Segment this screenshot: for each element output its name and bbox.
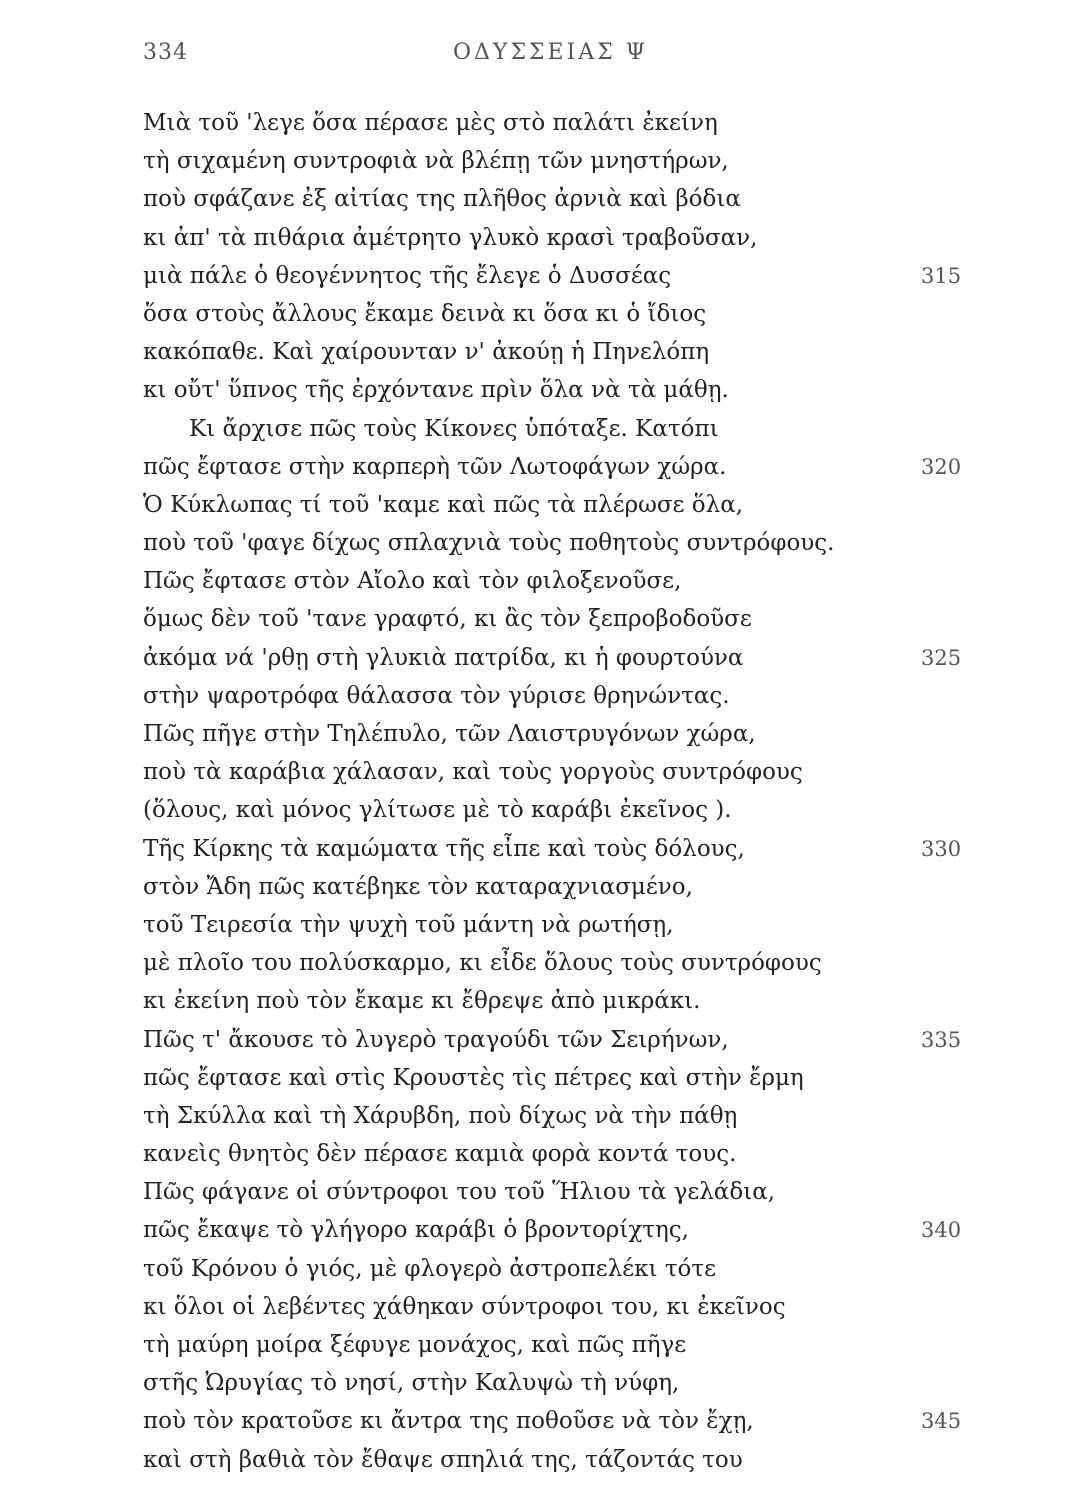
verse-line (143, 1097, 1003, 1135)
verse-line (143, 830, 1003, 868)
verse-text: κι ἀπ' τὰ πιθάρια ἀμέτρητο γλυκὸ κρασὶ τραβοῦσαν, (143, 224, 758, 251)
verse-line (143, 1173, 1003, 1211)
verse-text: στὸν Ἄδη πῶς κατέβηκε τὸν καταραχνιασμένο, (143, 873, 693, 900)
verse-line (143, 944, 1003, 982)
verse-text: ποὺ τὸν κρατοῦσε κι ἄντρα της ποθοῦσε νὰ τὸν ἔχῃ, (143, 1408, 754, 1435)
verse-text: Πῶς ἔφτασε στὸν Αἴολο καὶ τὸν φιλοξενοῦσε, (143, 568, 682, 595)
verse-line (143, 982, 1003, 1020)
verse-line (143, 1250, 1003, 1288)
verse-line (143, 486, 1003, 524)
verse-line (143, 677, 1003, 715)
verse-text: ὅσα στοὺς ἄλλους ἔκαμε δεινὰ κι ὅσα κι ὁ ἴδιος (143, 300, 707, 327)
verse-line (143, 295, 1003, 333)
verse-text: (ὅλους, καὶ μόνος γλίτωσε μὲ τὸ καράβι ἐκεῖνος ). (143, 797, 732, 824)
verse-line (143, 448, 1003, 486)
line-number: 315 (921, 263, 962, 288)
line-number: 330 (921, 836, 962, 861)
verse-text: τοῦ Τειρεσία τὴν ψυχὴ τοῦ μάντη νὰ ρωτήσῃ, (143, 911, 674, 938)
verse-text: πῶς ἔφτασε στὴν καρπερὴ τῶν Λωτοφάγων χώρα. (143, 453, 727, 480)
verse-line (143, 715, 1003, 753)
poem-text (143, 104, 1003, 1479)
line-number: 325 (921, 645, 962, 670)
verse-text: Μιὰ τοῦ 'λεγε ὅσα πέρασε μὲς στὸ παλάτι ἐκείνη (143, 110, 718, 136)
verse-line (143, 639, 1003, 677)
verse-text: ποὺ σφάζανε ἐξ αἰτίας της πλῆθος ἀρνιὰ καὶ βόδια (143, 186, 741, 213)
verse-line (143, 1021, 1003, 1059)
verse-text: Πῶς πῆγε στὴν Τηλέπυλο, τῶν Λαιστρυγόνων χώρα, (143, 721, 756, 747)
verse-line (143, 524, 1003, 562)
verse-line (143, 562, 1003, 600)
line-number: 345 (921, 1409, 962, 1434)
verse-line (143, 180, 1003, 218)
verse-text: κι οὔτ' ὕπνος τῆς ἐρχόντανε πρὶν ὅλα νὰ τὰ μάθῃ. (143, 377, 729, 404)
verse-text: μὲ πλοῖο του πολύσκαρμο, κι εἶδε ὅλους τοὺς συντρόφους (143, 950, 822, 977)
verse-text: ποὺ τοῦ 'φαγε δίχως σπλαχνιὰ τοὺς ποθητοὺς συντρόφους. (143, 530, 835, 557)
verse-text: τὴ Σκύλλα καὶ τὴ Χάρυβδη, ποὺ δίχως νὰ τὴν πάθῃ (143, 1102, 738, 1129)
verse-line (143, 410, 1003, 448)
verse-text: Ὁ Κύκλωπας τί τοῦ 'καμε καὶ πῶς τὰ πλέρωσε ὅλα, (143, 491, 744, 518)
verse-text: μιὰ πάλε ὁ θεογέννητος τῆς ἔλεγε ὁ Δυσσέας (143, 262, 672, 289)
verse-text: Κι ἄρχισε πῶς τοὺς Κίκονες ὑπόταξε. Κατόπι (189, 415, 719, 442)
verse-line (143, 753, 1003, 791)
verse-text: τοῦ Κρόνου ὁ γιός, μὲ φλογερὸ ἀστροπελέκι τότε (143, 1255, 717, 1282)
verse-line (143, 1135, 1003, 1173)
line-number: 335 (921, 1027, 962, 1052)
verse-text: στῆς Ὠρυγίας τὸ νησί, στὴν Καλυψὼ τὴ νύφη, (143, 1370, 680, 1397)
verse-text: καὶ στὴ βαθιὰ τὸν ἔθαψε σπηλιά της, τάζοντάς του (143, 1446, 743, 1473)
verse-text: ποὺ τὰ καράβια χάλασαν, καὶ τοὺς γοργοὺς συντρόφους (143, 759, 803, 786)
verse-line (143, 333, 1003, 371)
verse-text: πῶς ἔφτασε καὶ στὶς Κρουστὲς τὶς πέτρες καὶ στὴν ἔρμη (143, 1064, 804, 1091)
line-number: 320 (921, 454, 962, 479)
verse-line (143, 1326, 1003, 1364)
page-number: 334 (143, 40, 188, 65)
verse-text: τὴ μαύρη μοίρα ξέφυγε μονάχος, καὶ πῶς πῆγε (143, 1332, 687, 1358)
verse-line (143, 371, 1003, 409)
verse-text: Τῆς Κίρκης τὰ καμώματα τῆς εἶπε καὶ τοὺς δόλους, (143, 835, 745, 862)
verse-text: στὴν ψαροτρόφα θάλασσα τὸν γύρισε θρηνώντας. (143, 682, 730, 709)
verse-line (143, 1211, 1003, 1249)
verse-text: Πῶς φάγανε οἱ σύντροφοι του τοῦ Ἥλιου τὰ γελάδια, (143, 1179, 776, 1206)
running-head: ΟΔΥΣΣΕΙΑΣ Ψ (453, 40, 649, 65)
verse-text: κι ὅλοι οἱ λεβέντες χάθηκαν σύντροφοι του, κι ἐκεῖνος (143, 1293, 786, 1320)
verse-line (143, 791, 1003, 829)
verse-line (143, 1288, 1003, 1326)
verse-line (143, 1402, 1003, 1440)
verse-line (143, 868, 1003, 906)
verse-line (143, 1059, 1003, 1097)
verse-text: πῶς ἔκαψε τὸ γλήγορο καράβι ὁ βροντορίχτης, (143, 1217, 689, 1244)
verse-line (143, 142, 1003, 180)
verse-text: κανεὶς θνητὸς δὲν πέρασε καμιὰ φορὰ κοντά τους. (143, 1141, 737, 1168)
verse-text: ἀκόμα νά 'ρθῃ στὴ γλυκιὰ πατρίδα, κι ἡ φουρτούνα (143, 644, 744, 671)
verse-line (143, 257, 1003, 295)
verse-line (143, 906, 1003, 944)
verse-line (143, 600, 1003, 638)
verse-text: Πῶς τ' ἄκουσε τὸ λυγερὸ τραγούδι τῶν Σειρήνων, (143, 1026, 729, 1053)
verse-text: ὅμως δὲν τοῦ 'τανε γραφτό, κι ἂς τὸν ξεπροβοδοῦσε (143, 606, 752, 633)
verse-text: τὴ σιχαμένη συντροφιὰ νὰ βλέπῃ τῶν μνηστήρων, (143, 148, 729, 175)
verse-line (143, 1364, 1003, 1402)
verse-line (143, 1441, 1003, 1479)
verse-text: κακόπαθε. Καὶ χαίρουνταν ν' ἀκούῃ ἡ Πηνελόπη (143, 339, 710, 366)
line-number: 340 (921, 1218, 962, 1243)
verse-line (143, 104, 1003, 142)
verse-line (143, 219, 1003, 257)
verse-text: κι ἐκείνη ποὺ τὸν ἔκαμε κι ἔθρεψε ἀπὸ μικράκι. (143, 988, 701, 1015)
